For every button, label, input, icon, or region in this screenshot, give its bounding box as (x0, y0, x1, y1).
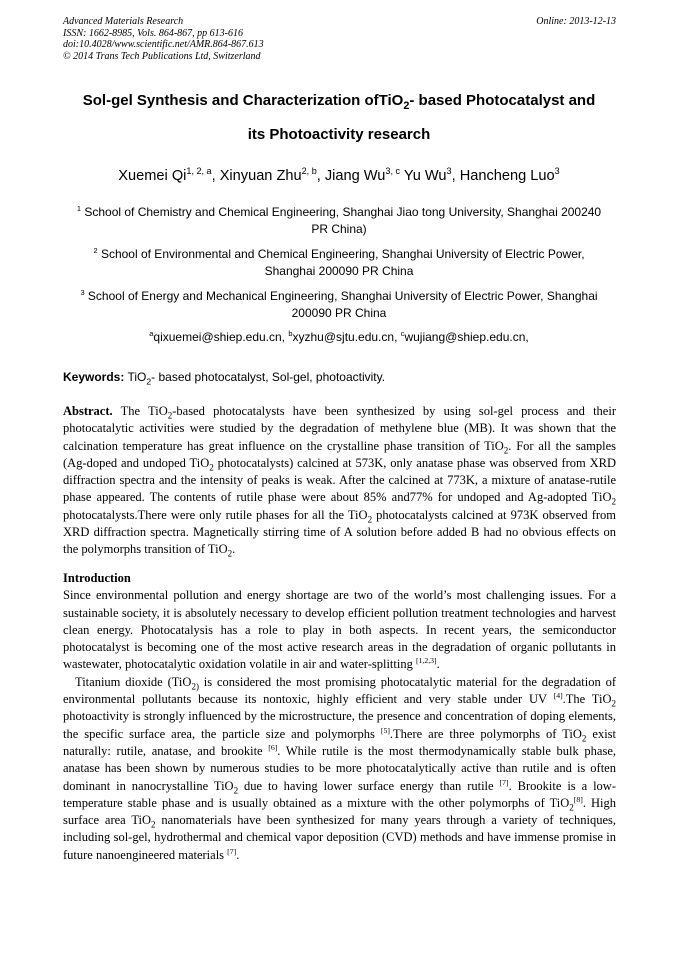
paragraph-text: exist naturally: rutile, anatase, and brookite (63, 726, 617, 758)
abstract-subscript: 2 (227, 548, 233, 559)
journal-issn: ISSN: 1662-8985, Vols. 864-867, pp 613-616 (63, 27, 243, 39)
paragraph-text: nanomaterials have been synthesized for many years through a variety of techniques, including sol-gel, hydrothermal and chemical vapor deposition (CVD) methods and have immense promise in future nanoengineered materials (63, 813, 616, 862)
paper-title-line-1 (40, 92, 638, 112)
abstract-subscript: 2 (167, 410, 173, 421)
paragraph-text: due to having lower surface energy than rutile (238, 778, 500, 793)
author-affiliation-mark: 2, b (301, 166, 317, 177)
abstract-text: photocatalysts calcined at 973K observed from XRD diffraction spectra. Magnetically stirring time of A solution before added B had no obvious effects on the polymorphs transition of TiO (63, 507, 616, 557)
email-mark: c (400, 329, 405, 338)
paragraph-text: Since environmental pollution and energy shortage are two of the world’s most challenging issues. For a sustainable society, it is absolutely necessary to develop efficient pollution treatment technologies and harvest clean energy. Photocatalysis has a role to play in both aspects. In recent years, the semiconductor photocatalyst is becoming one of the most active research areas in the degradation of organic pollutants in wastewater, photocatalytic oxidation volatile in air and water-splitting (63, 588, 616, 672)
email-address[interactable]: wujiang@shiep.edu.cn, (404, 330, 529, 344)
citation[interactable]: [1,2,3] (415, 656, 437, 666)
introduction-section (63, 570, 616, 864)
keywords-label: Keywords: (63, 370, 125, 384)
affiliation-line-1: School of Chemistry and Chemical Engineering, Shanghai Jiao tong University, Shanghai 200240 (81, 205, 602, 219)
author-name: Xuemei Qi (118, 168, 187, 184)
paragraph (63, 587, 616, 673)
affiliation-line-2: PR China) (311, 222, 367, 236)
abstract-subscript: 2 (367, 514, 373, 525)
citation[interactable]: [5] (380, 725, 390, 735)
paragraph-text: is considered the most promising photocatalytic material for the degradation of environmental pollutants because its nontoxic, highly efficient and very stable under UV (63, 674, 616, 707)
online-date: Online: 2013-12-13 (536, 16, 616, 27)
citation[interactable]: [7] (499, 777, 509, 787)
author-emails (40, 330, 638, 344)
author-name: Yu Wu (403, 168, 447, 184)
paragraph-text: .There are three polymorphs of TiO (389, 726, 582, 741)
affiliation-3 (50, 288, 628, 322)
abstract-text: -based photocatalysts have been synthesized by using sol-gel process and their photocatalytic activities were studied by the degradation of methylene blue (MB). It was shown that the calcination temperature has great influence on the crystalline phase transition of TiO (63, 404, 616, 453)
abstract-text: . For all the samples (Ag-doped and undoped TiO (63, 438, 616, 470)
author-affiliation-mark: 3, c (385, 166, 401, 177)
affiliation-number: 1 (76, 204, 82, 213)
paragraph-text: .The TiO (562, 692, 612, 707)
email-address[interactable]: qixuemei@shiep.edu.cn, (153, 330, 289, 344)
journal-copyright: © 2014 Trans Tech Publications Ltd, Switzerland (63, 50, 261, 62)
subscript: 2 (581, 733, 587, 744)
journal-name: Advanced Materials Research (63, 16, 184, 27)
journal-header (63, 16, 616, 62)
email-mark: b (288, 329, 293, 338)
affiliation-line-1: School of Environmental and Chemical Engineering, Shanghai University of Electric Power, (97, 247, 585, 261)
citation[interactable]: [6] (268, 742, 278, 752)
author-name: Xinyuan Zhu (219, 168, 302, 184)
author-list (40, 168, 638, 184)
keywords-subscript: 2 (146, 376, 152, 387)
paragraph-text: . (436, 657, 440, 672)
title-text-a: Sol-gel Synthesis and Characterization ofTiO (82, 92, 404, 109)
title-subscript: 2 (403, 100, 410, 112)
citation[interactable]: [7] (227, 846, 237, 856)
author-affiliation-mark: 3 (554, 166, 560, 177)
paragraph-text: . High surface area TiO (63, 795, 617, 828)
email-mark: a (149, 329, 154, 338)
paragraph-text: . (236, 847, 240, 862)
abstract-subscript: 2 (209, 462, 214, 473)
affiliation-number: 2 (93, 246, 98, 255)
author-name: Jiang Wu (324, 168, 386, 184)
paper-title-line-2: its Photoactivity research (247, 126, 431, 143)
author-affiliation-mark: 1, 2, a (186, 166, 212, 177)
citation[interactable]: [8] (573, 794, 583, 804)
affiliation-line-1: School of Energy and Mechanical Engineering, Shanghai University of Electric Power, Shanghai (84, 289, 598, 303)
abstract (63, 403, 616, 559)
subscript: 2 (151, 819, 156, 830)
paragraph (63, 674, 616, 864)
journal-doi: doi:10.4028/www.scientific.net/AMR.864-867.613 (63, 39, 264, 50)
subscript: 2 (611, 698, 617, 709)
abstract-text: photocatalysts.There were only rutile phases for all the TiO (63, 507, 368, 522)
keywords-text: - based photocatalyst, Sol-gel, photoactivity. (151, 370, 386, 384)
affiliation-2 (50, 246, 628, 280)
paragraph-text: photoactivity is strongly influenced by the microstructure, the presence and concentration of doping elements, the specific surface area, the particle size and polymorphs (63, 709, 616, 741)
abstract-subscript: 2 (611, 496, 616, 507)
title-text-b: - based Photocatalyst and (409, 92, 596, 109)
abstract-text: The TiO (112, 404, 168, 418)
affiliation-line-2: 200090 PR China (291, 306, 387, 320)
author-separator: , (316, 168, 325, 184)
author-separator: , (211, 168, 220, 184)
section-heading: Introduction (63, 571, 131, 585)
paragraph-text: Titanium dioxide (TiO (75, 674, 192, 689)
affiliation-number: 3 (80, 288, 85, 297)
email-address[interactable]: xyzhu@sjtu.edu.cn, (292, 330, 401, 344)
citation[interactable]: [4] (553, 690, 563, 700)
abstract-text: . (232, 542, 236, 557)
author-separator: , (451, 168, 460, 184)
abstract-text: photocatalysts) calcined at 573K, only anatase phase was observed from XRD diffraction spectra and the intensity of peaks is weak. After the calcined at 773K, a mixture of anatase-rutile phase appeared. The contents of rutile phase were about 85% and77% for undoped and Ag-adopted TiO (63, 455, 616, 505)
affiliation-1 (50, 204, 628, 238)
journal-meta (63, 16, 616, 62)
abstract-label: Abstract. (63, 404, 113, 418)
paragraph-text: . Brookite is a low-temperature stable phase and is usually obtained as a mixture with the other polymorphs of TiO (63, 778, 616, 810)
paragraph-text: . While rutile is the most thermodynamically stable bulk phase, anatase has been shown by numerous studies to be more photocatalytically active than rutile and is often dominant in nanocrystalline TiO (63, 743, 616, 793)
affiliation-line-2: Shanghai 200090 PR China (264, 264, 414, 278)
subscript: 2) (191, 681, 199, 692)
keywords-text: TiO (124, 370, 147, 384)
subscript: 2 (569, 802, 574, 813)
subscript: 2 (233, 785, 239, 796)
abstract-subscript: 2 (503, 445, 509, 456)
keywords (63, 370, 616, 387)
author-affiliation-mark: 3 (446, 166, 452, 177)
author-name: Hancheng Luo (459, 168, 555, 184)
